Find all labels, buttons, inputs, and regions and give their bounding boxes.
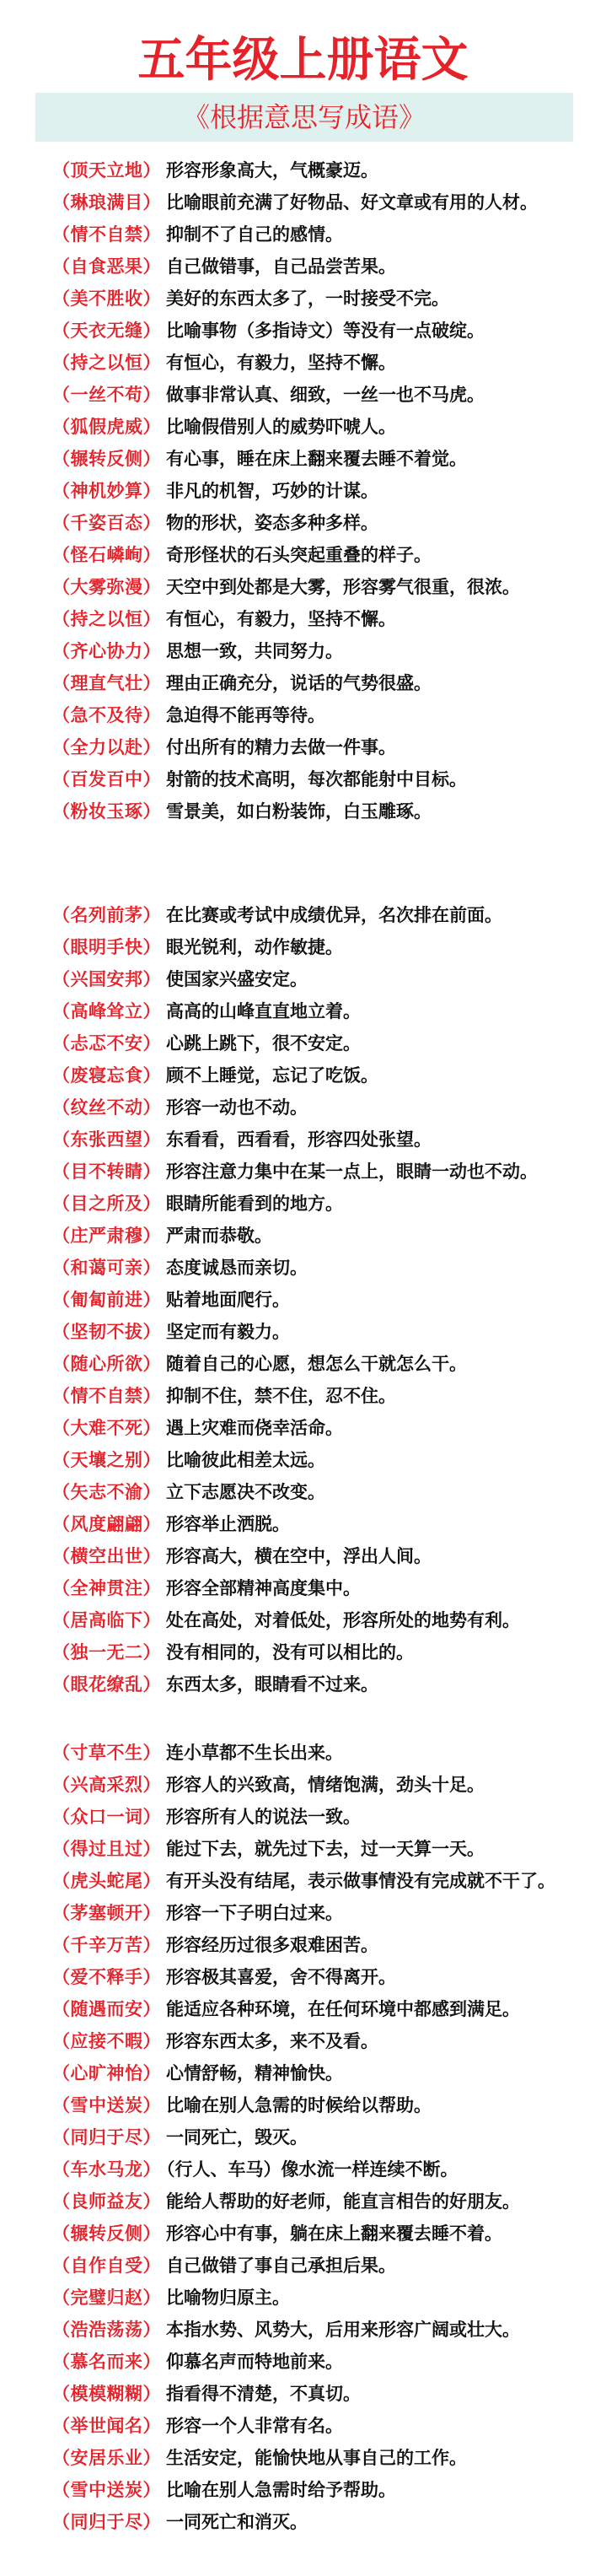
idiom-row [52,635,600,667]
idiom-row [52,1572,600,1604]
idiom-definition: 雪景美，如白粉装饰，白玉雕琢。 [166,801,432,822]
idiom-definition: 形容极其喜爱，舍不得离开。 [166,1967,396,1987]
idiom-term: （随遇而安） [52,1999,161,2019]
idiom-definition: 思想一致，共同努力。 [166,641,343,661]
idiom-term: （随心所欲） [52,1354,161,1374]
idiom-definition: 比喻在别人急需时给予帮助。 [166,2480,396,2500]
idiom-definition: 急迫得不能再等待。 [166,705,325,725]
idiom-definition: 比喻彼此相差太远。 [166,1450,325,1470]
idiom-definition: 抑制不住，禁不住，忍不住。 [166,1386,396,1406]
idiom-term: （得过且过） [52,1839,161,1859]
idiom-term: （爱不释手） [52,1967,161,1987]
idiom-row [52,315,600,347]
idiom-row [52,571,600,603]
idiom-row [52,2410,600,2442]
idiom-row [52,667,600,699]
idiom-definition: 形容心中有事，躺在床上翻来覆去睡不着。 [166,2223,502,2244]
idiom-definition: 有恒心，有毅力，坚持不懈。 [166,353,396,373]
subtitle-banner [35,93,573,142]
idiom-term: （兴高采烈） [52,1775,161,1795]
idiom-term: （忐忑不安） [52,1033,161,1054]
idiom-term: （坚韧不拔） [52,1322,161,1342]
idiom-row [52,1993,600,2025]
idiom-row [52,2089,600,2121]
idiom-row [52,1636,600,1668]
idiom-row [52,1412,600,1444]
idiom-definition: 态度诚恳而亲切。 [166,1258,308,1278]
idiom-definition: 自己做错了事自己承担后果。 [166,2255,396,2276]
idiom-term: （粉妆玉琢） [52,801,161,822]
idiom-term: （兴国安邦） [52,969,161,989]
idiom-definition: 理由正确充分，说话的气势很盛。 [166,673,432,693]
idiom-definition: 仰慕名声而特地前来。 [166,2352,343,2372]
idiom-row [52,1769,600,1801]
idiom-row [52,2378,600,2410]
idiom-row [52,2346,600,2378]
idiom-row [52,899,600,931]
idiom-row [52,1091,600,1124]
idiom-row [52,1124,600,1156]
idiom-definition: 比喻事物（多指诗文）等没有一点破绽。 [166,321,485,341]
idiom-row [52,2474,600,2506]
idiom-term: （急不及待） [52,705,161,725]
idiom-definition: 抑制不了自己的感情。 [166,224,343,245]
idiom-group-1 [52,154,600,827]
idiom-definition: 一同死亡，毁灭。 [166,2127,308,2148]
idiom-term: （匍匐前进） [52,1290,161,1310]
idiom-definition: 能过下去，就先过下去，过一天算一天。 [166,1839,485,1859]
idiom-definition: 能适应各种环境，在任何环境中都感到满足。 [166,1999,520,2019]
idiom-definition: 高高的山峰直直地立着。 [166,1001,361,1021]
idiom-definition: 美好的东西太多了，一时接受不完。 [166,288,449,309]
idiom-term: （寸草不生） [52,1743,161,1763]
idiom-group-3 [52,1737,600,2538]
idiom-row [52,1540,600,1572]
idiom-group-2 [52,899,600,1700]
idiom-row [52,1604,600,1636]
idiom-term: （茅塞顿开） [52,1903,161,1923]
idiom-row [52,2218,600,2250]
idiom-row [52,283,600,315]
idiom-term: （虎头蛇尾） [52,1871,161,1891]
idiom-row [52,1220,600,1252]
idiom-row [52,443,600,475]
page-title: 五年级上册语文 [137,32,469,88]
idiom-definition: 处在高处，对着低处，形容所处的地势有利。 [166,1610,520,1630]
idiom-term: （雪中送炭） [52,2095,161,2115]
idiom-term: （百发百中） [52,769,161,790]
idiom-definition: 形容高大，横在空中，浮出人间。 [166,1546,432,1566]
idiom-term: （慕名而来） [52,2352,161,2372]
idiom-definition: 形容一下子明白过来。 [166,1903,343,1923]
idiom-definition: 比喻假借别人的威势吓唬人。 [166,417,396,437]
idiom-term: （大难不死） [52,1418,161,1438]
idiom-row [52,1027,600,1059]
idiom-term: （眼明手快） [52,937,161,957]
idiom-term: （高峰耸立） [52,1001,161,1021]
idiom-definition: 形容一动也不动。 [166,1097,308,1118]
idiom-definition: 比喻眼前充满了好物品、好文章或有用的人材。 [166,192,538,213]
idiom-row [52,699,600,731]
idiom-definition: 自己做错事，自己品尝苦果。 [166,256,396,277]
idiom-term: （情不自禁） [52,1386,161,1406]
idiom-term: （模模糊糊） [52,2384,161,2404]
idiom-definition: 没有相同的，没有可以相比的。 [166,1642,414,1663]
idiom-row [52,731,600,763]
idiom-definition: 奇形怪状的石头突起重叠的样子。 [166,545,432,565]
idiom-row [52,1865,600,1897]
idiom-definition: 比喻物归原主。 [166,2288,290,2308]
page-subtitle: 《根据意思写成语》 [182,101,426,133]
idiom-definition: 连小草都不生长出来。 [166,1743,343,1763]
idiom-term: （全力以赴） [52,737,161,757]
idiom-row [52,1059,600,1091]
idiom-term: （自食恶果） [52,256,161,277]
idiom-row [52,347,600,379]
idiom-definition: 天空中到处都是大雾，形容雾气很重，很浓。 [166,577,520,597]
idiom-term: （持之以恒） [52,353,161,373]
idiom-definition: 东看看，西看看，形容四处张望。 [166,1129,432,1150]
idiom-row [52,475,600,507]
idiom-definition: 使国家兴盛安定。 [166,969,308,989]
idiom-definition: 指看得不清楚，不真切。 [166,2384,361,2404]
idiom-row [52,931,600,963]
idiom-definition: 眼光锐利，动作敏捷。 [166,937,343,957]
idiom-term: （千辛万苦） [52,1935,161,1955]
idiom-definition: 形容一个人非常有名。 [166,2416,343,2436]
idiom-term: （众口一词） [52,1807,161,1827]
idiom-term: （纹丝不动） [52,1097,161,1118]
idiom-term: （东张西望） [52,1129,161,1150]
idiom-term: （名列前茅） [52,905,161,925]
idiom-definition: 有开头没有结尾，表示做事情没有完成就不干了。 [166,1871,555,1891]
idiom-row [52,1316,600,1348]
idiom-term: （美不胜收） [52,288,161,309]
idiom-definition: 形容举止洒脱。 [166,1514,290,1534]
idiom-term: （天衣无缝） [52,321,161,341]
idiom-row [52,1897,600,1929]
idiom-term: （浩浩荡荡） [52,2320,161,2340]
idiom-row [52,1737,600,1769]
idiom-term: （安居乐业） [52,2448,161,2468]
idiom-definition: 非凡的机智，巧妙的计谋。 [166,481,378,501]
idiom-term: （横空出世） [52,1546,161,1566]
idiom-row [52,1929,600,1961]
idiom-row [52,1833,600,1865]
idiom-definition: 心情舒畅，精神愉快。 [166,2063,343,2083]
idiom-term: （狐假虎威） [52,417,161,437]
idiom-row [52,1444,600,1476]
idiom-row [52,2442,600,2474]
idiom-row [52,1668,600,1700]
idiom-row [52,2185,600,2218]
idiom-term: （举世闻名） [52,2416,161,2436]
idiom-row [52,603,600,635]
idiom-term: （持之以恒） [52,609,161,629]
idiom-term: （完璧归赵） [52,2288,161,2308]
idiom-term: （顶天立地） [52,160,161,181]
idiom-definition: 随着自己的心愿，想怎么干就怎么干。 [166,1354,467,1374]
idiom-row [52,539,600,571]
idiom-term: （目之所及） [52,1194,161,1214]
idiom-definition: 形容形象高大，气概豪迈。 [166,160,378,181]
idiom-definition: 严肃而恭敬。 [166,1226,272,1246]
idiom-term: （和蔼可亲） [52,1258,161,1278]
idiom-definition: 有心事，睡在床上翻来覆去睡不着觉。 [166,449,467,469]
idiom-definition: （行人、车马）像水流一样连续不断。 [166,2159,459,2180]
idiom-row [52,1476,600,1508]
idiom-row [52,2025,600,2057]
idiom-row [52,1284,600,1316]
idiom-term: （辗转反侧） [52,449,161,469]
idiom-definition: 射箭的技术高明，每次都能射中目标。 [166,769,467,790]
idiom-definition: 生活安定，能愉快地从事自己的工作。 [166,2448,467,2468]
idiom-definition: 在比赛或考试中成绩优异，名次排在前面。 [166,905,502,925]
idiom-term: （天壤之别） [52,1450,161,1470]
idiom-row [52,1801,600,1833]
idiom-term: （独一无二） [52,1642,161,1663]
idiom-definition: 心跳上跳下，很不安定。 [166,1033,361,1054]
idiom-term: （一丝不苟） [52,385,161,405]
idiom-term: （心旷神怡） [52,2063,161,2083]
idiom-term: （同归于尽） [52,2127,161,2148]
idiom-row [52,154,600,186]
idiom-term: （情不自禁） [52,224,161,245]
idiom-term: （全神贯注） [52,1578,161,1598]
idiom-term: （废寝忘食） [52,1065,161,1086]
idiom-definition: 形容注意力集中在某一点上，眼睛一动也不动。 [166,1161,538,1182]
idiom-term: （风度翩翩） [52,1514,161,1534]
idiom-definition: 本指水势、风势大，后用来形容广阔或壮大。 [166,2320,520,2340]
idiom-definition: 物的形状，姿态多种多样。 [166,513,378,533]
idiom-row [52,411,600,443]
idiom-definition: 遇上灾难而侥幸活命。 [166,1418,343,1438]
idiom-row [52,1252,600,1284]
idiom-row [52,186,600,218]
idiom-row [52,251,600,283]
idiom-row [52,763,600,795]
idiom-row [52,218,600,251]
idiom-term: （良师益友） [52,2191,161,2212]
idiom-term: （怪石嶙峋） [52,545,161,565]
idiom-term: （自作自受） [52,2255,161,2276]
idiom-term: （车水马龙） [52,2159,161,2180]
idiom-row [52,2057,600,2089]
idiom-definition: 东西太多，眼睛看不过来。 [166,1674,378,1695]
idiom-definition: 眼睛所能看到的地方。 [166,1194,343,1214]
idiom-definition: 顾不上睡觉，忘记了吃饭。 [166,1065,378,1086]
idiom-term: （同归于尽） [52,2512,161,2532]
idiom-term: （庄严肃穆） [52,1226,161,1246]
idiom-definition: 能给人帮助的好老师，能直言相告的好朋友。 [166,2191,520,2212]
idiom-row [52,1508,600,1540]
idiom-definition: 形容经历过很多艰难困苦。 [166,1935,378,1955]
idiom-definition: 形容所有人的说法一致。 [166,1807,361,1827]
idiom-row [52,1961,600,1993]
idiom-row [52,1348,600,1380]
idiom-definition: 形容全部精神高度集中。 [166,1578,361,1598]
idiom-definition: 有恒心，有毅力，坚持不懈。 [166,609,396,629]
idiom-term: （齐心协力） [52,641,161,661]
idiom-term: （居高临下） [52,1610,161,1630]
idiom-term: （千姿百态） [52,513,161,533]
idiom-row [52,2506,600,2538]
idiom-row [52,795,600,827]
idiom-row [52,1156,600,1188]
idiom-term: （神机妙算） [52,481,161,501]
idiom-row [52,379,600,411]
idiom-row [52,963,600,995]
idiom-term: （理直气壮） [52,673,161,693]
idiom-row [52,507,600,539]
idiom-definition: 形容人的兴致高，情绪饱满，劲头十足。 [166,1775,485,1795]
idiom-definition: 坚定而有毅力。 [166,1322,290,1342]
idiom-definition: 一同死亡和消灭。 [166,2512,308,2532]
idiom-definition: 贴着地面爬行。 [166,1290,290,1310]
idiom-row [52,1380,600,1412]
idiom-row [52,995,600,1027]
idiom-term: （雪中送炭） [52,2480,161,2500]
idiom-term: （矢志不渝） [52,1482,161,1502]
idiom-term: （辗转反侧） [52,2223,161,2244]
idiom-row [52,2153,600,2185]
idiom-term: （目不转睛） [52,1161,161,1182]
idiom-row [52,2121,600,2153]
idiom-row [52,2250,600,2282]
idiom-definition: 付出所有的精力去做一件事。 [166,737,396,757]
idiom-row [52,2282,600,2314]
idiom-term: （大雾弥漫） [52,577,161,597]
idiom-definition: 比喻在别人急需的时候给以帮助。 [166,2095,432,2115]
idiom-row [52,1188,600,1220]
idiom-definition: 做事非常认真、细致，一丝一也不马虎。 [166,385,485,405]
idiom-term: （应接不暇） [52,2031,161,2051]
idiom-definition: 立下志愿决不改变。 [166,1482,325,1502]
idiom-term: （眼花缭乱） [52,1674,161,1695]
idiom-row [52,2314,600,2346]
idiom-term: （琳琅满目） [52,192,161,213]
idiom-definition: 形容东西太多，来不及看。 [166,2031,378,2051]
